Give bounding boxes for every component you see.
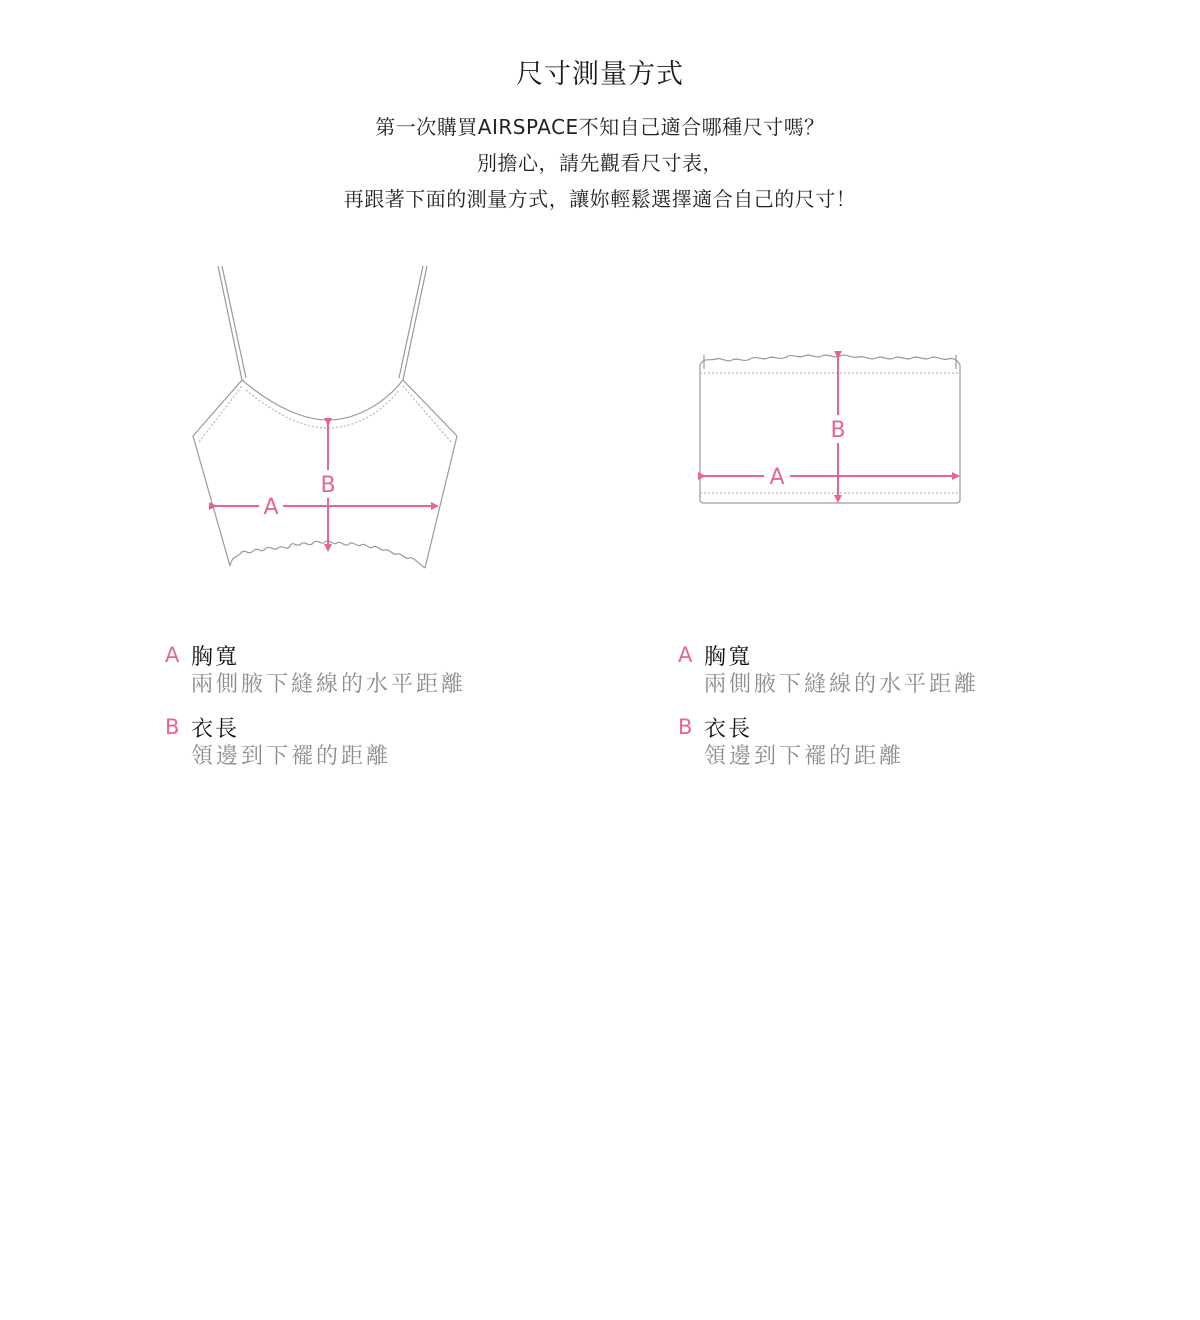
legend-description: 兩側腋下縫線的水平距離 — [704, 672, 980, 697]
legend-title: 衣長 — [704, 716, 753, 742]
legend-title: 胸寬 — [191, 644, 240, 670]
measurement-legend — [165, 640, 466, 784]
tube-top-diagram — [690, 345, 970, 515]
measure-b-label: B — [320, 473, 336, 498]
legend-letter: B — [165, 715, 180, 739]
intro-text — [0, 109, 1200, 217]
legend-item-chest-width — [165, 640, 466, 700]
intro-line: 再跟著下面的測量方式，讓妳輕鬆選擇適合自己的尺寸！ — [343, 187, 857, 211]
measure-a-label: A — [263, 495, 279, 520]
measure-a-label: A — [769, 465, 785, 490]
intro-line: 別擔心，請先觀看尺寸表， — [477, 151, 723, 175]
measurement-legend — [678, 640, 979, 784]
legend-item-chest-width — [678, 640, 979, 700]
tube-top-illustration — [690, 345, 970, 515]
legend-title: 衣長 — [191, 716, 240, 742]
camisole-illustration — [185, 258, 470, 578]
legend-title: 胸寬 — [704, 644, 753, 670]
legend-item-length — [165, 712, 466, 772]
intro-line: 第一次購買AIRSPACE不知自己適合哪種尺寸嗎？ — [375, 115, 825, 139]
page-header — [0, 52, 1200, 217]
legend-item-length — [678, 712, 979, 772]
legend-letter: B — [678, 715, 693, 739]
measure-b-label: B — [830, 418, 846, 443]
page-title: 尺寸測量方式 — [516, 59, 684, 90]
legend-description: 兩側腋下縫線的水平距離 — [191, 672, 467, 697]
legend-description: 領邊到下襬的距離 — [704, 744, 905, 769]
camisole-diagram — [185, 258, 470, 578]
camisole-outline — [193, 266, 457, 568]
legend-description: 領邊到下襬的距離 — [191, 744, 392, 769]
legend-letter: A — [678, 643, 693, 667]
legend-letter: A — [165, 643, 180, 667]
